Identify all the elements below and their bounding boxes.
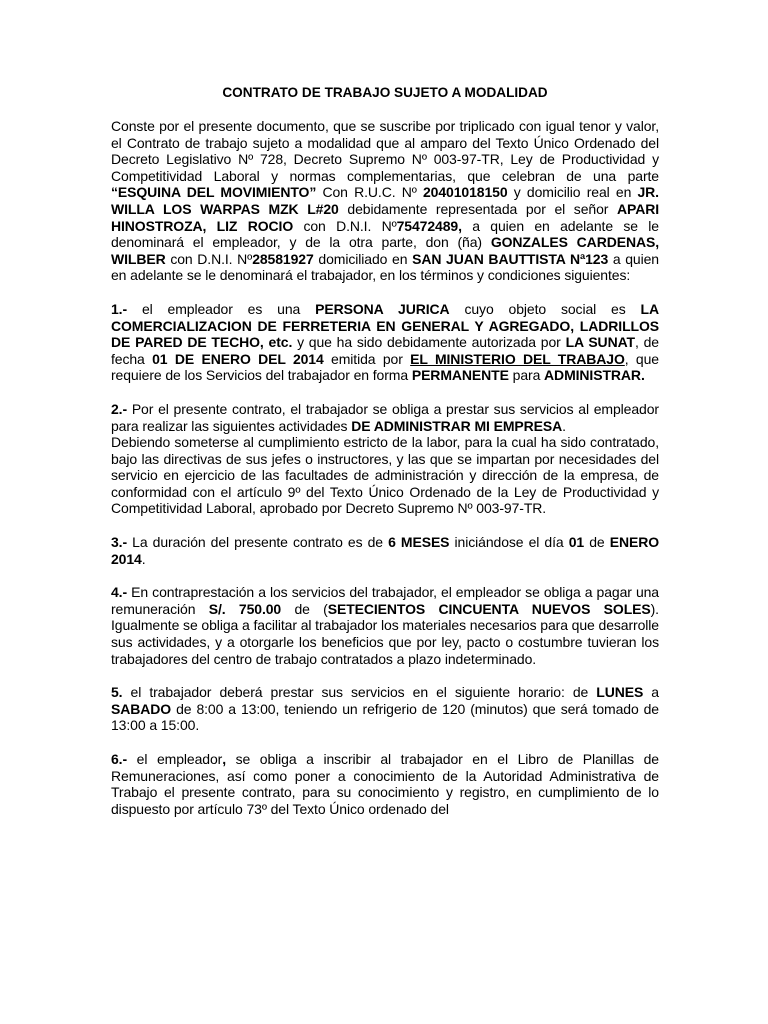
- clause6-run: 6.-: [111, 751, 128, 767]
- clause4-run: de (: [281, 600, 328, 617]
- intro-run: GONZALES CARDENAS, WILBER: [111, 234, 659, 267]
- document-page: [111, 84, 659, 834]
- clause3-run: iniciándose el día: [449, 534, 569, 551]
- clause5-run: LUNES: [596, 684, 644, 701]
- clause4-run: SETECIENTOS CINCUENTA NUEVOS SOLES: [327, 600, 651, 617]
- clause4-run: ). Igualmente se obliga a facilitar al trabajador los materiales necesarios para que desarrolle sus actividades, y a otorgarle los beneficios que por ley, pacto o costumbre tuvieran los trabajadores del centro de trabajo contratados a plazo indeterminado.: [111, 600, 659, 667]
- clause1-run: ADMINISTRAR.: [544, 367, 645, 384]
- clause2b-run: Debiendo someterse al cumplimiento estricto de la labor, para la cual ha sido contratado, bajo las directivas de sus jefes o instructores, y las que se impartan por necesidades del servicio en ejercicio de las facultades de administración y dirección de la empresa, de conformidad con el artículo 9º del Texto Único Ordenado de la Ley de Productividad y Competitividad Laboral, aprobado por Decreto Supremo Nº 003-97-TR.: [111, 434, 659, 517]
- clause1-run: cuyo objeto social es: [449, 300, 641, 317]
- clause2a-run: DE ADMINISTRAR MI EMPRESA: [351, 417, 563, 434]
- intro-run: con D.N.I. Nº: [165, 250, 253, 267]
- clause3-run: 6 MESES: [388, 534, 450, 551]
- clause4-run: En contraprestación a los servicios del trabajador, el empleador se obliga a pagar una remuneración: [111, 584, 659, 617]
- clause5-run: SABADO: [111, 700, 172, 717]
- intro-run: JR. WILLA LOS WARPAS MZK L#20: [111, 184, 659, 217]
- intro-run: SAN JUAN BAUTTISTA Nª123: [412, 250, 609, 267]
- intro-run: a quien en adelante se le denominará el trabajador, en los términos y condiciones siguientes:: [111, 250, 659, 284]
- clause-5: [111, 684, 659, 734]
- clause-2-obligation: [111, 401, 659, 434]
- clause5-run: 5.: [111, 684, 123, 701]
- clause1-run: 01 DE ENERO DEL 2014: [152, 350, 324, 367]
- clause5-run: el trabajador deberá prestar sus servicios en el siguiente horario: de: [122, 684, 597, 701]
- intro-run: y domicilio real en: [507, 184, 638, 201]
- intro-paragraph: [111, 118, 659, 284]
- clause3-run: de: [584, 534, 610, 551]
- intro-run: APARI HINOSTROZA, LIZ ROCIO: [111, 200, 660, 234]
- document-title: CONTRATO DE TRABAJO SUJETO A MODALIDAD: [222, 85, 548, 100]
- clause-6: [111, 751, 659, 817]
- clause6-run: se obliga a inscribir al trabajador en el Libro de Planillas de Remuneraciones, así como poner a conocimiento de la Autoridad Administrativa de Trabajo el presente contrato, para su conocimiento y registro, en cumplimiento de lo dispuesto por artículo 73º del Texto Único ordenado del: [111, 751, 659, 817]
- clause-4: [111, 584, 659, 667]
- clause1-run: PERMANENTE: [411, 367, 509, 384]
- clause1-run: LA COMERCIALIZACION DE FERRETERIA EN GENERAL Y AGREGADO, LADRILLOS DE PARED DE TECHO, etc.: [111, 300, 660, 351]
- clause1-run: 1.-: [111, 300, 128, 317]
- clause-1: [111, 301, 659, 384]
- clause3-run: 01: [568, 534, 585, 551]
- clause5-run: a: [643, 684, 659, 701]
- clause3-run: .: [141, 550, 146, 567]
- clause6-run: ,: [222, 751, 226, 767]
- clause3-run: La duración del presente contrato es de: [127, 534, 389, 551]
- clause4-run: 4.-: [111, 584, 128, 601]
- clause1-run: para: [508, 367, 545, 384]
- intro-run: Con R.U.C. Nº: [316, 184, 423, 201]
- clause3-run: 3.-: [111, 534, 128, 551]
- clause2a-run: .: [562, 417, 566, 434]
- intro-run: a quien en adelante se le denominará el empleador, y de la otra parte, don (ña): [111, 217, 659, 251]
- intro-run: Conste por el presente documento, que se suscribe por triplicado con igual tenor y valor, el Contrato de trabajo sujeto a modalidad que al amparo del Texto Único Ordenado del Decreto Legislativo Nº 728, Decreto Supremo Nº 003-97-TR, Ley de Productividad y Competitividad Laboral y normas complementarias, que celebran de una parte: [111, 118, 659, 184]
- clause1-run: y que ha sido debidamente autorizada por: [292, 334, 566, 351]
- clause1-run: EL MINISTERIO DEL TRABAJO: [410, 350, 625, 367]
- clause1-run: LA SUNAT: [565, 334, 636, 351]
- clause1-run: , de fecha: [111, 334, 659, 367]
- intro-run: 75472489,: [396, 217, 462, 234]
- clause2a-run: Por el presente contrato, el trabajador se obliga a prestar sus servicios al empleador para realizar las siguientes actividades: [111, 400, 659, 434]
- intro-run: debidamente representada por el señor: [338, 200, 617, 217]
- intro-run: con D.N.I. Nº: [293, 217, 397, 234]
- clause-3: [111, 534, 659, 567]
- clause-2-duties: [111, 434, 659, 517]
- clause1-run: el empleador es una: [127, 300, 316, 317]
- clause3-run: ENERO 2014: [111, 534, 660, 567]
- clause1-run: emitida por: [323, 350, 411, 367]
- intro-run: 20401018150: [422, 184, 508, 201]
- clause5-run: de 8:00 a 13:00, teniendo un refrigerio de 120 (minutos) que será tomado de 13:00 a 15:00.: [111, 700, 659, 734]
- clause1-run: , que requiere de los Servicios del trabajador en forma: [111, 350, 659, 384]
- clause2a-run: 2.-: [111, 400, 128, 417]
- clause6-run: el empleador: [127, 751, 223, 767]
- clause4-run: S/. 750.00: [208, 600, 282, 617]
- clause1-run: PERSONA JURICA: [315, 300, 450, 317]
- intro-run: 28581927: [252, 250, 314, 267]
- intro-run: domiciliado en: [313, 250, 413, 267]
- intro-run: “ESQUINA DEL MOVIMIENTO”: [111, 184, 317, 201]
